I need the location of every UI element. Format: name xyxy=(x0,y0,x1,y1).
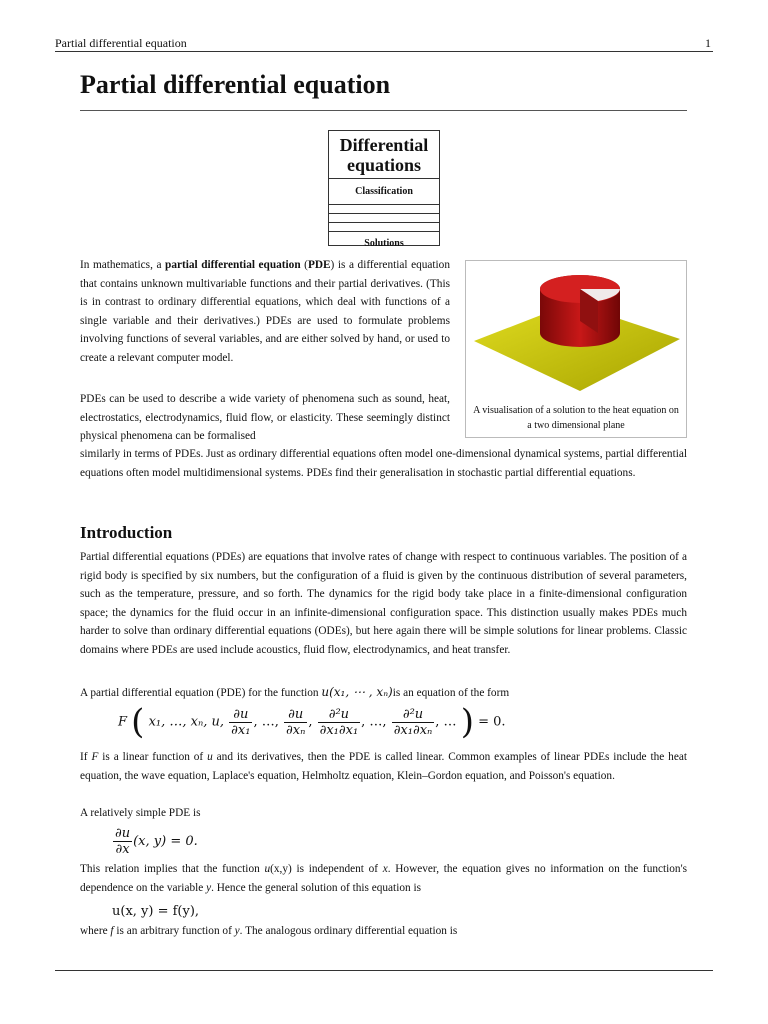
running-title: Partial differential equation xyxy=(55,36,187,50)
eq-u: u xyxy=(294,706,304,722)
eq-fraction xyxy=(318,707,361,738)
eq-d2u: ∂²u xyxy=(318,707,361,723)
eq-function-symbol: F xyxy=(118,714,128,730)
page-title: Partial differential equation xyxy=(80,70,391,99)
text-run: . However, the equation gives no information on the function's dependence on the variable xyxy=(80,863,688,894)
text-run: A partial differential equation (PDE) for the function xyxy=(80,687,322,699)
eq-fraction xyxy=(229,707,252,738)
pde-abbreviation: PDE xyxy=(307,259,331,271)
text-run: In mathematics, a xyxy=(80,259,166,271)
eq-dx1dx1: ∂x₁∂x₁ xyxy=(319,722,359,738)
function-expression: u(x₁, ⋯ , xₙ) xyxy=(321,685,393,699)
heat-equation-plot xyxy=(468,263,684,401)
intro-paragraph: Partial differential equations (PDEs) are equations that involve rates of change with respect to continuous variables. The position of a rigid body is specified by six numbers, but the configuration of a fluid is given by the continuous distribution of several parameters, such as the temperature, pressure, and so forth. The dynamics for the rigid body take place in a finite-dimensional configuration space; the dynamics for the fluid occur in an infinite-dimensional configuration space. This distinction usually makes PDEs much harder to solve than ordinary differential equations (ODEs), but here again there will be simple solutions for linear problems. Classic domains where PDEs are used include acoustics, fluid flow, electrodynamics, and heat transfer. xyxy=(80,551,687,656)
eq-u: u xyxy=(239,706,249,722)
eq-dx: ∂x xyxy=(115,842,130,857)
text-run: is an equation of the form xyxy=(392,687,510,699)
eq-separator: , … xyxy=(435,714,457,730)
page-number: 1 xyxy=(705,36,711,50)
ode-analogy-paragraph xyxy=(80,922,687,941)
lead-paragraph xyxy=(80,256,450,368)
general-solution-equation: u(x, y) = f(y), xyxy=(112,904,200,919)
text-run: ( xyxy=(300,259,308,271)
eq-separator: , …, xyxy=(253,714,279,730)
var-u: u xyxy=(264,863,271,875)
var-F: F xyxy=(91,751,99,763)
text-run: . The analogous ordinary differential equation is xyxy=(239,925,458,937)
eq-rest: (x, y) = 0. xyxy=(133,834,198,849)
var-u: u xyxy=(207,751,213,763)
simple-pde-equation xyxy=(112,826,198,857)
text-run: (x,y) xyxy=(270,863,292,875)
text-run: ) is a differential equation that contains unknown multivariable functions and their partial derivatives. (This is in contrast to ordinary differential equations, which deal with functions of a single variable and their derivatives.) PDEs are used to formulate problems involving functions of several variables, and are either solved by hand, or used to create a relevant computer model. xyxy=(80,259,450,364)
eq-paren: ( xyxy=(131,702,145,742)
simple-pde-intro: A relatively simple PDE is xyxy=(80,807,201,819)
sidebar-title: Differential equations xyxy=(329,131,439,179)
phenomena-paragraph-part2: similarly in terms of PDEs. Just as ordinary differential equations often model one-dimensional dynamical systems, partial differential equations often model multidimensional systems. PDEs find their generalisation in stochastic partial differential equations. xyxy=(80,448,687,479)
var-y: y xyxy=(234,925,240,937)
eq-partial: ∂ xyxy=(286,722,293,738)
eq-rhs: = 0. xyxy=(478,714,506,730)
sidebar-classification-link[interactable]: Classification xyxy=(329,179,439,205)
title-divider xyxy=(80,110,687,111)
eq-x1: x₁ xyxy=(237,722,251,738)
eq-fraction xyxy=(392,707,435,738)
sidebar-solutions-link[interactable]: Solutions xyxy=(364,238,404,249)
eq-partial: ∂ xyxy=(288,706,295,722)
pde-function-paragraph xyxy=(80,683,687,703)
eq-separator: , …, xyxy=(361,714,387,730)
text-run: where xyxy=(80,925,111,937)
linear-pde-paragraph xyxy=(80,748,687,785)
general-pde-equation xyxy=(118,702,506,742)
figure-caption: A visualisation of a solution to the heat equation on a two dimensional plane xyxy=(473,405,679,431)
var-x: x xyxy=(382,863,388,875)
differential-equations-sidebar xyxy=(328,130,440,249)
sidebar-divider xyxy=(329,205,439,214)
pde-term: partial differential equation xyxy=(165,259,301,271)
eq-d2u: ∂²u xyxy=(392,707,435,723)
sidebar-divider xyxy=(329,223,439,232)
eq-du: ∂u xyxy=(115,826,131,841)
eq-partial: ∂ xyxy=(233,706,240,722)
independence-paragraph xyxy=(80,860,687,897)
eq-fraction xyxy=(284,707,307,738)
text-run: and its derivatives, then the PDE is called linear. Common examples of linear PDEs include the heat equation, the wave equation, Laplace's equation, Helmholtz equation, Klein–Gordon equation, and Poisson's equation. xyxy=(80,751,687,782)
text-run: This relation implies that the function xyxy=(80,863,265,875)
var-y: y xyxy=(206,881,212,894)
eq-paren: ) xyxy=(460,702,474,742)
eq-fraction xyxy=(113,826,132,857)
text-run: is an arbitrary function of xyxy=(113,925,235,937)
footer-divider xyxy=(55,970,713,971)
eq-xn: xₙ xyxy=(292,722,306,738)
eq-separator: , xyxy=(308,714,313,730)
text-run: If xyxy=(80,751,92,763)
text-run: is a linear function of xyxy=(98,751,208,763)
heat-equation-figure xyxy=(465,260,687,438)
eq-arguments: x₁, …, xₙ, u, xyxy=(148,714,225,730)
section-heading-introduction: Introduction xyxy=(80,523,173,542)
eq-partial: ∂ xyxy=(231,722,238,738)
running-header xyxy=(55,36,713,52)
eq-dx1dxn: ∂x₁∂xₙ xyxy=(393,722,433,738)
var-f: f xyxy=(110,925,114,937)
phenomena-paragraph-part1: PDEs can be used to describe a wide variety of phenomena such as sound, heat, electrostatics, electrodynamics, fluid flow, or elasticity. These seemingly distinct physical phenomena can be formalised xyxy=(80,393,450,443)
text-run: . Hence the general solution of this equation is xyxy=(211,881,421,894)
text-run: is independent of xyxy=(291,863,383,875)
sidebar-divider xyxy=(329,214,439,223)
